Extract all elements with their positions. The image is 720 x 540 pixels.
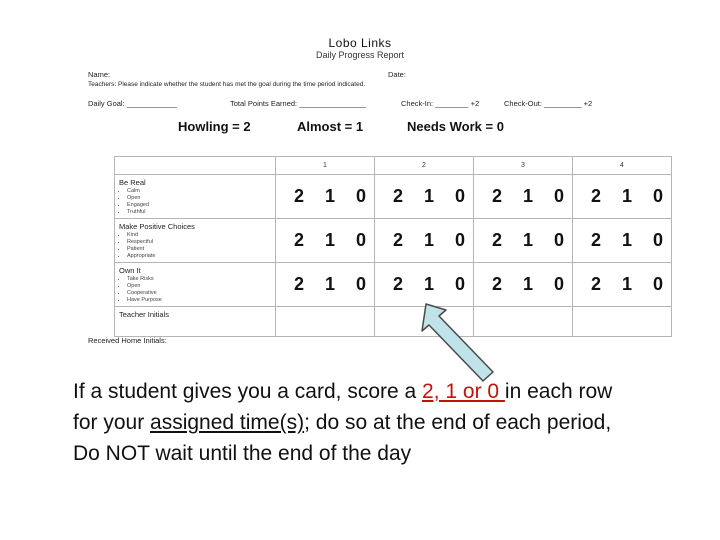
score-cell: 2 1 0 xyxy=(276,219,375,263)
score-cell: 2 1 0 xyxy=(375,219,474,263)
row-item-list: • Take Risks • Open • Cooperative • Have Purpose xyxy=(127,276,271,304)
period-header: 1 xyxy=(276,157,375,175)
row-label-teacher-initials: Teacher Initials xyxy=(115,307,276,337)
caption-text-2: in each row for your xyxy=(73,380,613,434)
score-cell: 2 1 0 xyxy=(276,175,375,219)
legend-almost: Almost = 1 xyxy=(297,119,364,134)
legend-howling: Howling = 2 xyxy=(178,119,251,134)
caption-underlined-assigned-times: assigned time(s) xyxy=(150,411,305,434)
name-label: Name: xyxy=(88,70,111,79)
score-cell: 2 1 0 xyxy=(474,263,573,307)
score-cell: 2 1 0 xyxy=(474,219,573,263)
score-cell: 2 1 0 xyxy=(573,175,672,219)
row-item-list: • Calm • Open • Engaged • Truthful xyxy=(127,188,271,216)
legend-needs-work: Needs Work = 0 xyxy=(407,119,504,134)
form-title: Lobo Links xyxy=(328,36,392,50)
score-cell: 2 1 0 xyxy=(375,263,474,307)
daily-goal-label: Daily Goal: ____________ xyxy=(88,99,177,108)
instruction-caption xyxy=(73,376,633,469)
score-cell: 2 1 0 xyxy=(375,175,474,219)
caption-text-1: If a student gives you a card, score a xyxy=(73,380,423,403)
check-in-label: Check-In: ________ +2 xyxy=(401,99,480,108)
caption-highlight-scores: 2, 1 or 0 xyxy=(422,380,505,403)
row-label-own-it: Own It • Take Risks • Open • Cooperative • Have Purpose xyxy=(115,263,276,307)
arrow-shape xyxy=(422,304,493,381)
period-header: 2 xyxy=(375,157,474,175)
score-cell: 2 1 0 xyxy=(573,263,672,307)
score-cell: 2 1 0 xyxy=(573,219,672,263)
caption-text-3: ; do so at the end of each period, Do NOT wait until the end of the day xyxy=(73,411,612,465)
row-item-list: • Kind • Respectful • Patient • Appropriate xyxy=(127,232,271,260)
score-cell: 2 1 0 xyxy=(474,175,573,219)
date-label: Date: xyxy=(388,70,406,79)
period-header: 4 xyxy=(573,157,672,175)
teacher-instruction: Teachers: Please indicate whether the student has met the goal during the time period indicated. xyxy=(88,81,366,88)
row-label-make-positive-choices: Make Positive Choices • Kind • Respectful • Patient • Appropriate xyxy=(115,219,276,263)
form-subtitle: Daily Progress Report xyxy=(315,50,405,60)
total-points-label: Total Points Earned: ________________ xyxy=(230,99,366,108)
received-home-initials-label: Received Home Initials: xyxy=(88,336,167,345)
period-header: 3 xyxy=(474,157,573,175)
check-out-label: Check-Out: _________ +2 xyxy=(504,99,593,108)
score-cell: 2 1 0 xyxy=(276,263,375,307)
row-label-be-real: Be Real • Calm • Open • Engaged • Truthful xyxy=(115,175,276,219)
